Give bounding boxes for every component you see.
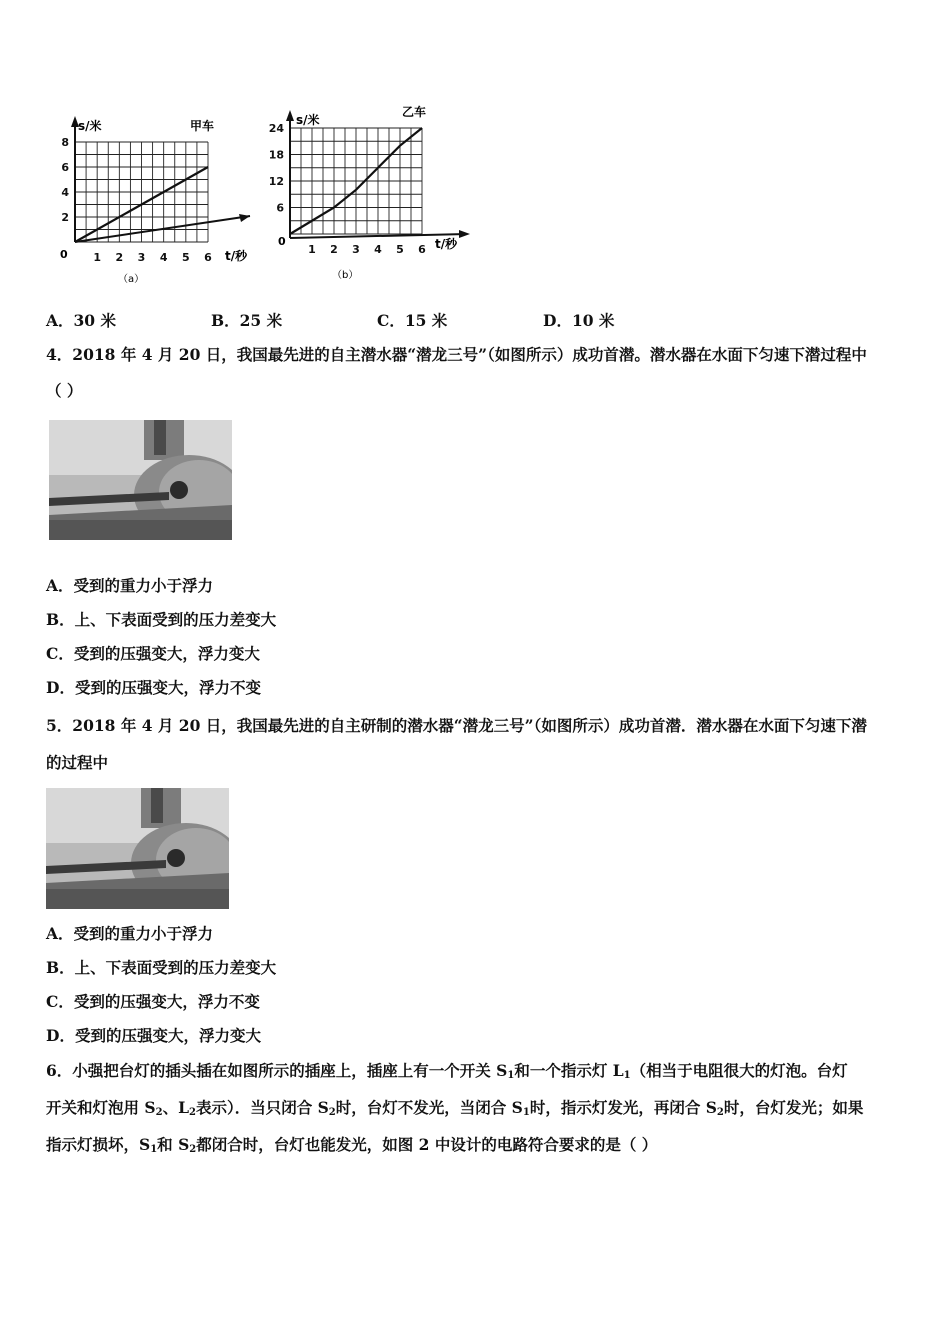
q3-option-c: C．15 米 bbox=[377, 311, 448, 330]
submersible-photo bbox=[49, 420, 232, 540]
y-tick-label: 8 bbox=[61, 136, 69, 149]
x-tick-label: 6 bbox=[418, 243, 426, 256]
q6-stem-line1: 6．小强把台灯的插头插在如图所示的插座上，插座上有一个开关 $S_1$和一个指示灯 $L_1$（相当于电阻很大的灯泡。台灯 bbox=[46, 1061, 848, 1081]
graph-a-title: 甲车 bbox=[190, 119, 215, 133]
x-tick-label: 1 bbox=[308, 243, 316, 256]
x-tick-label: 6 bbox=[204, 251, 212, 264]
q4-stem-line2: （ ） bbox=[46, 381, 83, 400]
graph-a bbox=[40, 112, 255, 287]
q5-option-d: D．受到的压强变大，浮力变大 bbox=[46, 1026, 261, 1045]
q5-stem-line1: 5．2018 年 4 月 20 日，我国最先进的自主研制的潜水器“潜龙三号”（如图所示）成功首潜．潜水器在水面下匀速下潜 bbox=[46, 716, 867, 735]
q4-option-d: D．受到的压强变大，浮力不变 bbox=[46, 678, 261, 697]
x-tick-label: 3 bbox=[137, 251, 146, 264]
graph-a-caption: （a） bbox=[118, 274, 145, 285]
graph-b-xlabel: t/秒 bbox=[435, 237, 458, 251]
q3-option-b: B．25 米 bbox=[211, 311, 283, 330]
q4-stem-line1: 4．2018 年 4 月 20 日，我国最先进的自主潜水器“潜龙三号”（如图所示）成功首潜。潜水器在水面下匀速下潜过程中 bbox=[46, 345, 867, 364]
y-tick-label: 6 bbox=[61, 161, 69, 174]
graph-b bbox=[260, 100, 475, 290]
y-tick-label: 2 bbox=[61, 211, 69, 224]
x-tick-label: 2 bbox=[330, 243, 338, 256]
graph-a-xlabel: t/秒 bbox=[225, 249, 248, 263]
graph-b-origin: 0 bbox=[278, 235, 286, 248]
y-tick-label: 18 bbox=[268, 148, 284, 162]
graph-b-ylabel: s/米 bbox=[296, 113, 320, 127]
q3-option-a: A．30 米 bbox=[46, 311, 116, 330]
q5-option-a: A．受到的重力小于浮力 bbox=[46, 924, 214, 943]
q6-stem-line3: 指示灯损坏，$S_1$和 $S_2$都闭合时，台灯也能发光，如图 2 中设计的电路符合要求的是（ ） bbox=[46, 1135, 658, 1155]
q6-stem-line2: 开关和灯泡用 $S_2$、$L_2$表示）．当只闭合 $S_2$时，台灯不发光，当闭合 $S_1$时，指示灯发光，再闭合 $S_2$时，台灯发光；如果 bbox=[46, 1098, 864, 1118]
y-tick-label: 4 bbox=[61, 186, 69, 199]
q4-option-b: B．上、下表面受到的压力差变大 bbox=[46, 610, 277, 629]
x-tick-label: 1 bbox=[93, 251, 101, 264]
graph-b-caption: （b） bbox=[332, 270, 359, 281]
x-tick-label: 4 bbox=[374, 243, 382, 256]
graph-a-ylabel: s/米 bbox=[78, 119, 102, 133]
y-tick-label: 24 bbox=[268, 122, 284, 135]
x-tick-label: 2 bbox=[115, 251, 124, 264]
graph-a-origin: 0 bbox=[60, 248, 68, 261]
q5-stem-line2: 的过程中 bbox=[46, 753, 109, 772]
x-tick-label: 5 bbox=[396, 243, 404, 256]
graph-a-axes bbox=[71, 116, 250, 242]
q3-option-d: D．10 米 bbox=[543, 311, 615, 330]
q4-option-c: C．受到的压强变大，浮力变大 bbox=[46, 644, 260, 663]
x-tick-label: 3 bbox=[352, 243, 360, 256]
q5-option-c: C．受到的压强变大，浮力不变 bbox=[46, 992, 260, 1011]
y-tick-label: 12 bbox=[268, 175, 284, 188]
graph-b-title: 乙车 bbox=[402, 105, 427, 119]
graph-a-grid bbox=[75, 142, 208, 242]
x-tick-label: 5 bbox=[182, 251, 190, 264]
q4-option-a: A．受到的重力小于浮力 bbox=[46, 576, 214, 595]
submersible-photo-2 bbox=[46, 788, 229, 909]
x-tick-label: 4 bbox=[159, 251, 168, 264]
q5-option-b: B．上、下表面受到的压力差变大 bbox=[46, 958, 277, 977]
y-tick-label: 6 bbox=[276, 201, 284, 215]
